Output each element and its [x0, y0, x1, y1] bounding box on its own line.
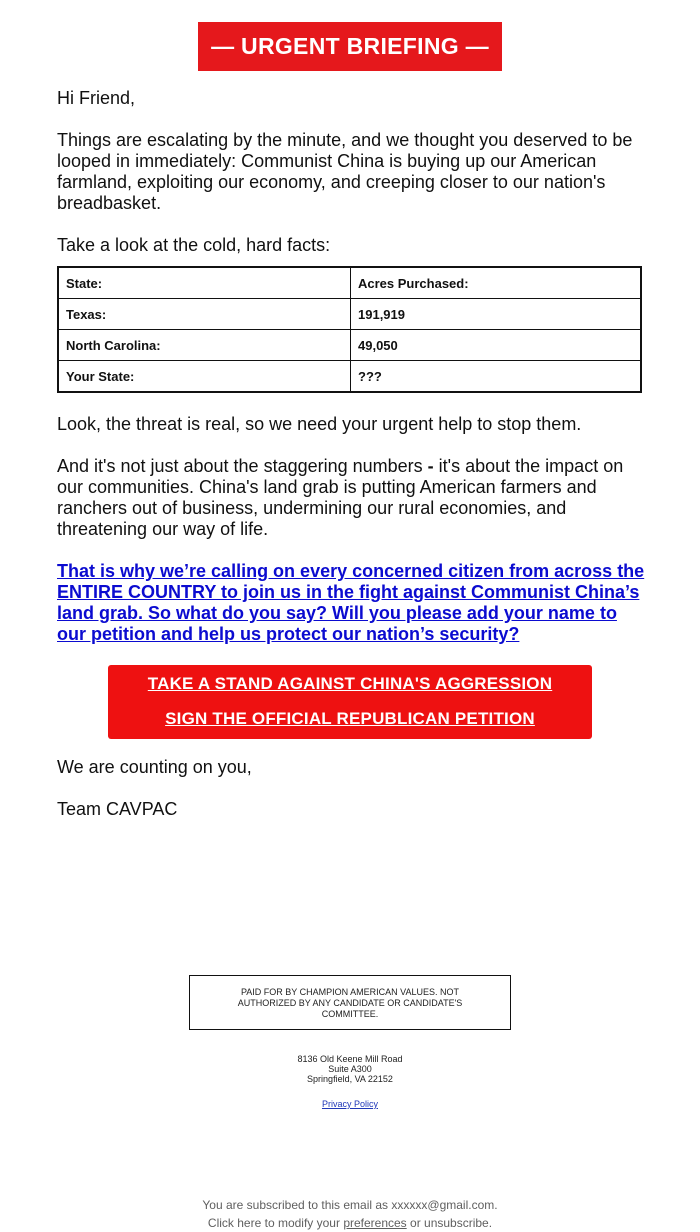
- urgent-briefing-banner: [198, 22, 502, 71]
- modify-suffix: or unsubscribe.: [406, 1216, 493, 1230]
- table-row: [58, 330, 641, 361]
- impact-dash: -: [427, 456, 434, 476]
- table-header-row: [58, 267, 641, 299]
- subscribed-line: [0, 1196, 700, 1214]
- table-header-acres: Acres Purchased:: [351, 267, 642, 299]
- closing-line: We are counting on you,: [57, 757, 252, 777]
- impact-text-end: it's about the impact on our communities. China's land grab is putting American farmers and ranchers out of business, undermining our rural economies, and threatening our way of life.: [57, 456, 624, 539]
- table-cell-acres: 191,919: [351, 299, 642, 330]
- sign-petition-button[interactable]: [108, 665, 592, 739]
- table-cell-state: Texas:: [58, 299, 351, 330]
- acres-table: [57, 266, 642, 393]
- petition-link[interactable]: That is why we’re calling on every concerned citizen from across the ENTIRE COUNTRY to join us in the fight against Communist China’s land grab. So what do you say? Will you please add your name to our petition and help us protect our nation’s security?: [57, 561, 645, 644]
- table-cell-acres: 49,050: [351, 330, 642, 361]
- cta-button-line-1: TAKE A STAND AGAINST CHINA'S AGGRESSION: [147, 674, 553, 693]
- subscriber-email: xxxxxx@gmail.com: [391, 1198, 495, 1212]
- email-body: [57, 88, 647, 841]
- signature: Team CAVPAC: [57, 799, 178, 819]
- table-cell-acres: ???: [351, 361, 642, 393]
- table-cell-state: North Carolina:: [58, 330, 351, 361]
- cta-button-line-2: SIGN THE OFFICIAL REPUBLICAN PETITION: [165, 709, 535, 728]
- subscribed-suffix: .: [494, 1198, 498, 1212]
- preferences-link[interactable]: preferences: [343, 1216, 407, 1230]
- threat-paragraph: Look, the threat is real, so we need your urgent help to stop them.: [57, 414, 582, 434]
- table-header-state: State:: [58, 267, 351, 299]
- privacy-section: [0, 1099, 700, 1109]
- greeting: Hi Friend,: [57, 88, 136, 108]
- impact-text-start: And it's not just about the staggering numbers: [57, 456, 428, 476]
- paid-for-disclaimer: [189, 975, 511, 1030]
- table-row: [58, 299, 641, 330]
- address-line-2: Suite A300: [328, 1064, 372, 1074]
- address-line-3: Springfield, VA 22152: [307, 1074, 393, 1084]
- banner-title: — URGENT BRIEFING —: [211, 33, 489, 59]
- impact-paragraph: [57, 456, 647, 540]
- facts-intro: Take a look at the cold, hard facts:: [57, 235, 331, 255]
- privacy-policy-link[interactable]: Privacy Policy: [321, 1099, 378, 1109]
- table-cell-state: Your State:: [58, 361, 351, 393]
- table-row: [58, 361, 641, 393]
- modify-prefix: Click here to modify your: [207, 1216, 344, 1230]
- modify-line: [0, 1214, 700, 1232]
- address-line-1: 8136 Old Keene Mill Road: [297, 1054, 403, 1064]
- intro-paragraph: Things are escalating by the minute, and we thought you deserved to be looped in immediately: Communist China is buying up our American farmland, exploiting our economy, and creeping closer to our nation's breadbasket.: [57, 130, 633, 213]
- mailing-address: [0, 1054, 700, 1084]
- subscription-footer: [0, 1196, 700, 1232]
- subscribed-prefix: You are subscribed to this email as: [202, 1198, 392, 1212]
- disclaimer-text: PAID FOR BY CHAMPION AMERICAN VALUES. NOT AUTHORIZED BY ANY CANDIDATE OR CANDIDATE'S COMMITTEE.: [237, 987, 463, 1019]
